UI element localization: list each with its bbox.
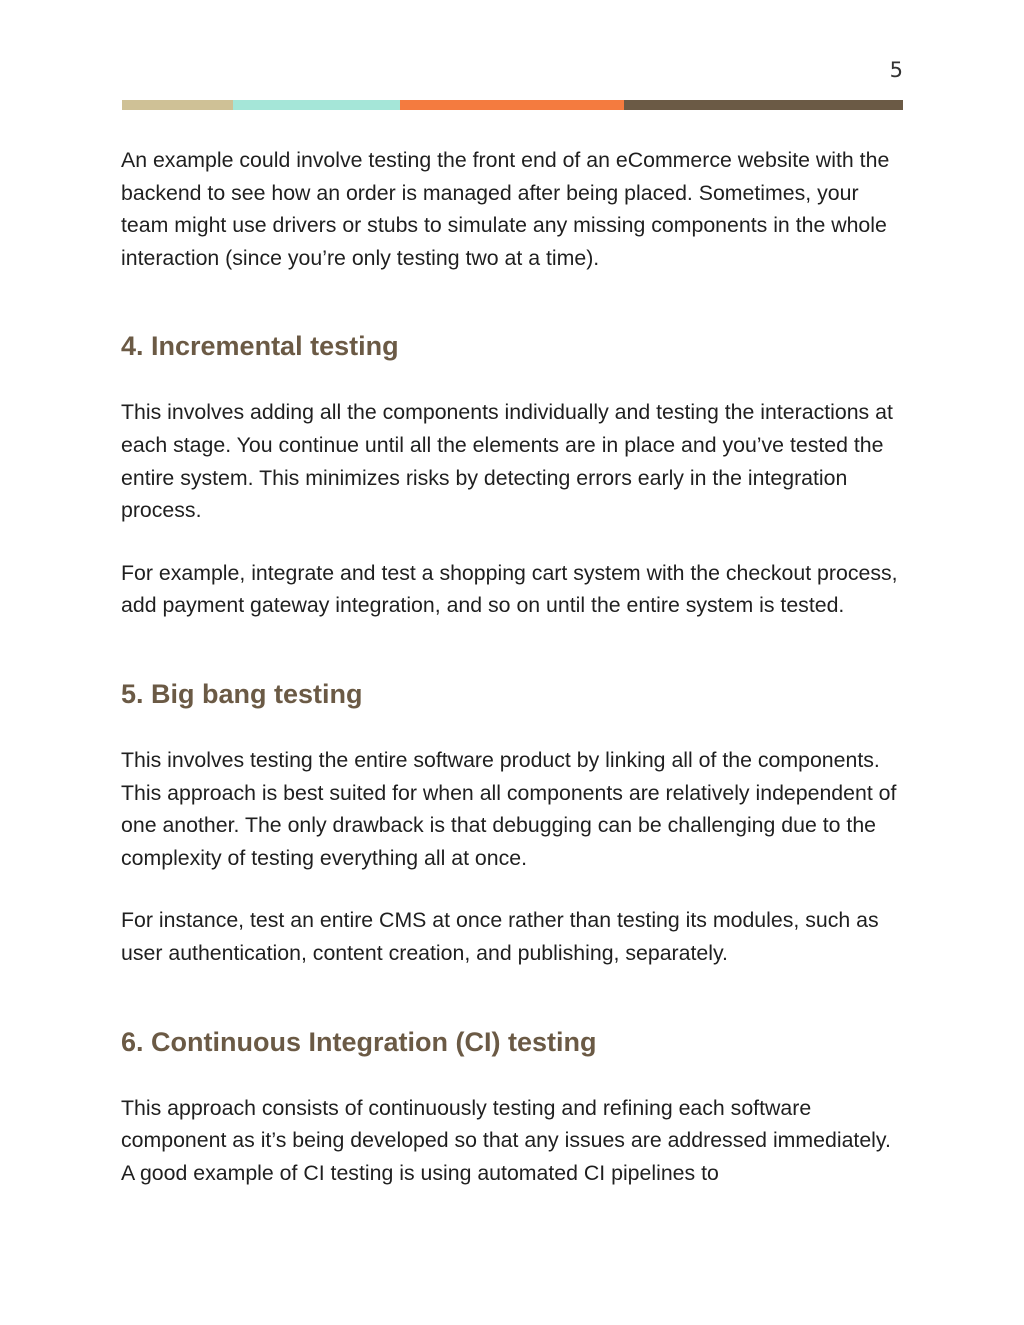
section-heading-ci-testing: 6. Continuous Integration (CI) testing (121, 1026, 597, 1057)
section-paragraph: For instance, test an entire CMS at once rather than testing its modules, such as user authentication, content creation, and publishing, separately. (121, 908, 879, 965)
intro-paragraph: An example could involve testing the front end of an eCommerce website with the backend to see how an order is managed after being placed. Sometimes, your team might use drivers or stubs to simulate any missing components in the whole interaction (since you’re only testing two at a time). (121, 148, 890, 270)
section-paragraph: This involves testing the entire software product by linking all of the components. This approach is best suited for when all components are relatively independent of one another. The only drawback is that debugging can be challenging due to the complexity of testing everything all at once. (121, 747, 897, 870)
section-paragraph: For example, integrate and test a shopping cart system with the checkout process, add payment gateway integration, and so on until the entire system is tested. (121, 560, 898, 618)
section-heading-big-bang-testing: 5. Big bang testing (121, 678, 363, 709)
section-heading-incremental-testing: 4. Incremental testing (121, 331, 399, 362)
document-body (121, 144, 906, 1189)
color-bar-segment-2 (233, 100, 400, 110)
color-bar-segment-1 (122, 100, 233, 110)
section-paragraph: This approach consists of continuously testing and refining each software component as it’s being developed so that any issues are addressed immediately. A good example of CI testing is using automated CI pipelines to (121, 1095, 891, 1185)
color-bar-segment-4 (624, 100, 903, 110)
decorative-color-bar (122, 100, 903, 110)
section-paragraph: This involves adding all the components individually and testing the interactions at each stage. You continue until all the elements are in place and you’ve tested the entire system. This minimizes risks by detecting errors early in the integration process. (121, 400, 893, 523)
page-number: 5 (889, 58, 903, 82)
color-bar-segment-3 (400, 100, 624, 110)
